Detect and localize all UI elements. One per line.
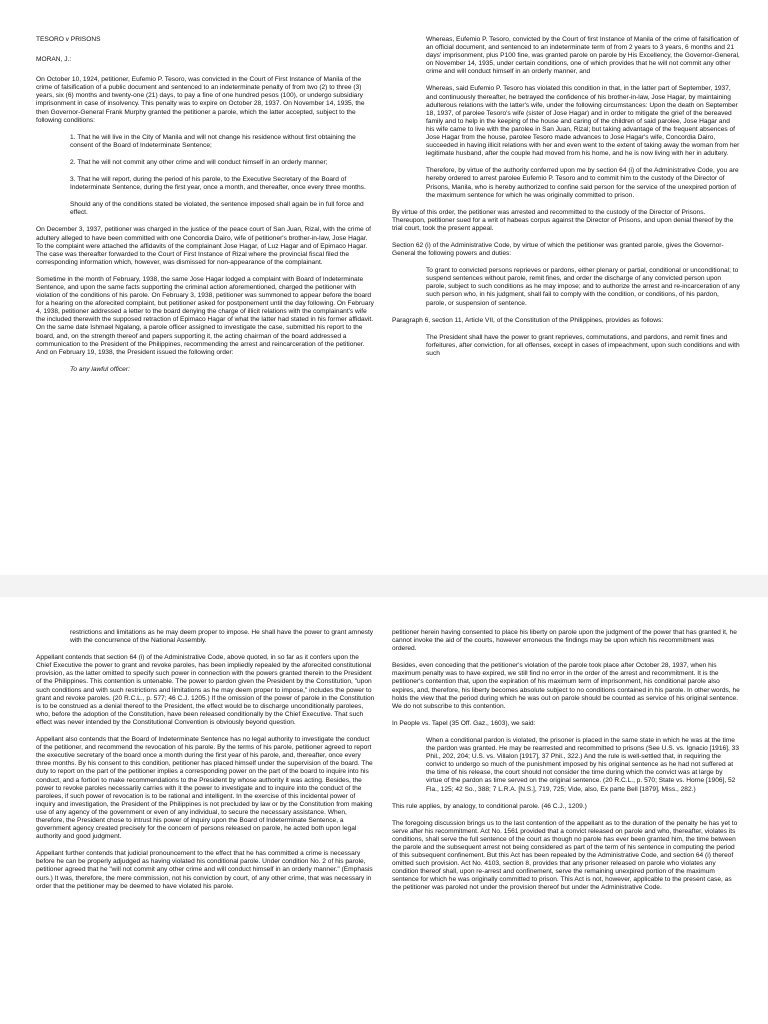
paragraph: restrictions and limitations as he may deem proper to impose. He shall have the power to grant amnesty with the concurrence of the National Assembly. [70,629,374,645]
paragraph: Whereas, said Eufemio P. Tesoro has violated this condition in that, in the latter part of September, 1937, and continuously thereafter, he betrayed the confidence of his brother-in-law, Jose Hagar, by maintaining adulterous relations with the latter's wife, under the following circumstances: Upon the death on September 18, 1937, of parolee Tesoro's wife (sister of Jose Hagar) and in order to mitigate the grief of the bereaved family and to help in the keeping of the house and caring of the children of said parolee, Jose Hagar and his wife came to live with the parolee in San Juan, Rizal; but taking advantage of the frequent absences of Jose Hagar from the house, parolee Tesoro made advances to Jose Hagar's wife, Concordia Dairo, succeeded in having illicit relations with her and even went to the extent of taking away the woman from her legitimate husband, after the couple had moved from his home, and he is now living with her in adultery. [426,85,740,158]
paragraph: Section 62 (i) of the Administrative Code, by virtue of which the petitioner was granted parole, gives the Governor-General the following powers and duties: [392,241,724,258]
paragraph: To grant to convicted persons reprieves or pardons, either plenary or partial, conditional or unconditional; to suspend sentences without parole, remit fines, and order the discharge of any convicted person upon parole, subject to such conditions as he may impose; and to authorize the arrest and re-incarceration of any such person who, in his judgment, shall fail to comply with the condition, or conditions, of his pardon, parole, or suspension of sentence. [426,267,740,307]
page-bottom [0,597,768,1024]
paragraph: Paragraph 6, section 11, Article VII, of the Constitution of the Philippines, provides as follows: [392,316,664,324]
top-right-column [392,36,740,367]
paragraph: Besides, even conceding that the petitioner's violation of the parole took place after October 28, 1937, when his maximum penalty was to have expired, we still find no error in the order of the arrest and recommitment. It is the petitioner's contention that, upon the expiration of his maximum term of imprisonment, his conditional parole also expires, and, therefore, his liberty becomes absolute subject to no conditions contained in his parole. In other words, he holds the view that the period during which he was out on parole should be counted as service of his original sentence. We do not subscribe to this contention. [392,662,740,710]
paragraph: Appellant further contends that judicial pronouncement to the effect that he has committed a crime is necessary before he can be properly adjudged as having violated his conditional parole. Under condition No. 2 of his parole, petitioner agreed that he "will not commit any other crime and will conduct himself in an orderly manner." (Emphasis ours.) It was, therefore, the mere commission, not his conviction by court, of any other crime, that was necessary in order that the petitioner may be deemed to have violated his parole. [36,850,373,890]
paragraph: 3. That he will report, during the period of his parole, to the Executive Secretary of the Board of Indeterminate Sentence, during the first year, once a month, and thereafter, once every three months. [70,176,366,192]
paragraph: Should any of the conditions stated be violated, the sentence imposed shall again be in full force and effect. [70,201,364,217]
paragraph: The foregoing discussion brings us to the last contention of the appellant as to the duration of the penalty he has yet to serve after his recommitment. Act No. 1561 provided that a convict released on parole and who, thereafter, violates its conditions, shall serve the full sentence of the court as though no parole has ever been granted him, the time between the parole and the subsequent arrest not being considered as part of the term of his sentence in computing the period of this subsequent confinement. But this Act has been repealed by the Administrative Code, and section 64 (i) thereof omitted such provision. Act No. 4103, section 8, provides that any prisoner released on parole who violates any condition thereof shall, upon re-arrest and confinement, serve the remaining unexpired portion of the maximum sentence for which he was originally committed to prison. This Act is not, however, applicable to the present case, as the petitioner was paroled not under the provision thereof but under the Administrative Code. [392,819,738,892]
paragraph: In People vs. Tapel (35 Off. Gaz., 1603), we said: [392,719,536,727]
paragraph: On December 3, 1937, petitioner was charged in the justice of the peace court of San Juan, Rizal, with the crime of adultery alleged to have been committed with one Concordia Dairo, wife of petitioner's brother-in-law, Jose Hagar. To the complaint were attached the affidavits of the complainant Jose Hagar, of Luz Hagar and of Epimaco Hagar. The case was thereafter forwarded to the Court of First Instance of Rizal where the provincial fiscal filed the corresponding information which, however, was dismissed for non-appearance of the complainant. [36,226,371,266]
top-left-column [36,36,376,383]
paragraph: petitioner herein having consented to place his liberty on parole upon the judgment of the power that has granted it, he cannot invoke the aid of the courts, however erroneous the findings may be upon which his recommitment was ordered. [392,629,737,653]
bottom-right-column [392,629,740,902]
paragraph: Appellant also contends that the Board of Indeterminate Sentence has no legal authority to investigate the conduct of the petitioner, and recommend the revocation of his parole. By the terms of his parole, petitioner agreed to report the executive secretary of the board once a month during the first year of his parole, and, thereafter, once every three months. By his consent to this condition, petitioner has placed himself under the supervision of the board. The duty to report on the part of the petitioner implies a corresponding power on the part of the board to inquire into his conduct, and a fortiori to make recommendations to the President by whose authority it was acting. Besides, the power to revoke paroles necessarily carries with it the power to investigate and to inquire into the conduct of the parolees, if such power of revocation is to be rational and intelligent. In the exercise of this incidental power of inquiry and investigation, the President of the Philippines is not precluded by law or by the Constitution from making use of any agency of the government or even of any individual, to secure the necessary assistance. When, therefore, the President chose to intrust his power of inquiry upon the Board of Indeterminate Sentence, a government agency created precisely for the concern of persons released on parole, he acted both upon legal authority and good judgment. [36,736,373,841]
paragraph: By virtue of this order, the petitioner was arrested and recommitted to the custody of the Director of Prisons. Thereupon, petitioner sued for a writ of habeas corpus against the Director of Prisons, and upon denial thereof by the trial court, took the present appeal. [392,208,734,232]
paragraph: Appellant contends that section 64 (i) of the Administrative Code, above quoted, in so far as it confers upon the Chief Executive the power to grant and revoke paroles, has been impliedly repealed by the aforecited constitutional provision, as the latter omitted to specify such power in connection with the powers granted therein to the President of the Philippines. This contention is untenable. The power to pardon given the President by the Constitution, "upon such conditions and with such restrictions and limitations as he may deem proper to impose," includes the power to grant and revoke paroles. (20 R.C.L., p. 577; 46 C.J. 1205.) If the omission of the power of parole in the Constitution is to be construed as a denial thereof to the President, the effect would be to discharge unconditionally parolees, who, before the adoption of the Constitution, have been released conditionally by the Chief Executive. That such effect was never intended by the Constitutional Convention is obviously beyond question. [36,654,375,726]
paragraph: Sometime in the month of February, 1938, the same Jose Hagar lodged a complaint with Board of Indeterminate Sentence, and upon the same facts supporting the criminal action aforementioned, charged the petitioner with violation of the conditions of his parole. On February 3, 1938, petitioner was summoned to appear before the board for a hearing on the aforecited complaint, but petitioner asked for postponement until the day following. On February 4, 1938, petitioner addressed a letter to the board denying the charge of illicit relations with the complainant's wife the included therewith the supposed retraction of Epimaco Hagar of what the latter had stated in his former affidavit. On the same date Ishmael Ngalang, a parole officer assigned to investigate the case, submitted his report to the board, and, on the strength thereof and papers supporting it, the acting chairman of the board addressed a communication to the President of the Philippines, recommending the arrest and reincarceration of the petitioner. And on February 19, 1938, the President issued the following order: [36,275,374,356]
paragraph: MORAN, J.: [36,56,72,64]
bottom-left-column [36,629,376,900]
paragraph: When a conditional pardon is violated, the prisoner is placed in the same state in which he was at the time the pardon was granted. He may be rearrested and recommitted to prisons (See U.S. vs. Ignacio [1916], 33 Phil., 202, 204; U.S. vs. Villalon [1917], 37 Phil., 322.) And the rule is well-settled that, in requiring the convict to undergo so much of the punishment imposed by his original sentence as he had not suffered at the time of his release, the court should not consider the time during which the convict was at large by virtue of the pardon as time served on the original sentence. (20 R.C.L., p. 570; State vs. Horne [1906], 52 Fla., 125; 42 So., 388; 7 L.R.A. [N.S.], 719, 725; Vide, also, Ex parte Bell [1879], Miss., 282.) [426,736,740,793]
paragraph: This rule applies, by analogy, to conditional parole. (46 C.J., 1209.) [392,802,587,810]
paragraph: Therefore, by virtue of the authority conferred upon me by section 64 (i) of the Administrative Code, you are hereby ordered to arrest parolee Eufemio P. Tesoro and to commit him to the custody of the Director of Prisons, Manila, who is hereby authorized to confine said person for the service of the unexpired portion of the maximum sentence for which he was originally committed to prison. [426,167,739,199]
paragraph: The President shall have the power to grant reprieves, commutations, and pardons, and remit fines and forfeitures, after conviction, for all offenses, except in cases of impeachment, upon such conditions and with such [426,333,740,357]
paragraph: Whereas, Eufemio P. Tesoro, convicted by the Court of first Instance of Manila of the crime of falsification of an official document, and sentenced to an indeterminate term of from 2 years to 3 years, 6 months and 21 days' imprisonment, plus P100 fine, was granted parole on parole by His Excellency, the Governor-General, on November 14, 1935, under certain conditions, one of which provides that he will not commit any other crime and will conduct himself in an orderly manner, and [426,36,740,76]
paragraph: 2. That he will not commit any other crime and will conduct himself in an orderly manner; [70,158,328,166]
paragraph: On October 10, 1924, petitioner, Eufemio P. Tesoro, was convicted in the Court of First Instance of Manila of the crime of falsification of a public document and sentenced to an indeterminate penalty of from two (2) to three (3) years, six (6) months and twenty-one (21) days, to pay a fine of one hundred pesos (100), or undergo subsidiary imprisonment in case of insolvency. This penalty was to expire on October 28, 1937. On November 14, 1935, the then Governor-General Frank Murphy granted the petitioner a parole, which the latter accepted, subject to the following conditions: [36,76,365,124]
paragraph: TESORO v PRISONS [36,36,101,43]
page-gap [0,575,768,597]
paragraph: To any lawful officer: [70,365,130,373]
paragraph: 1. That he will live in the City of Manila and will not change his residence without first obtaining the consent of the Board of Indeterminate Sentence; [70,133,356,149]
